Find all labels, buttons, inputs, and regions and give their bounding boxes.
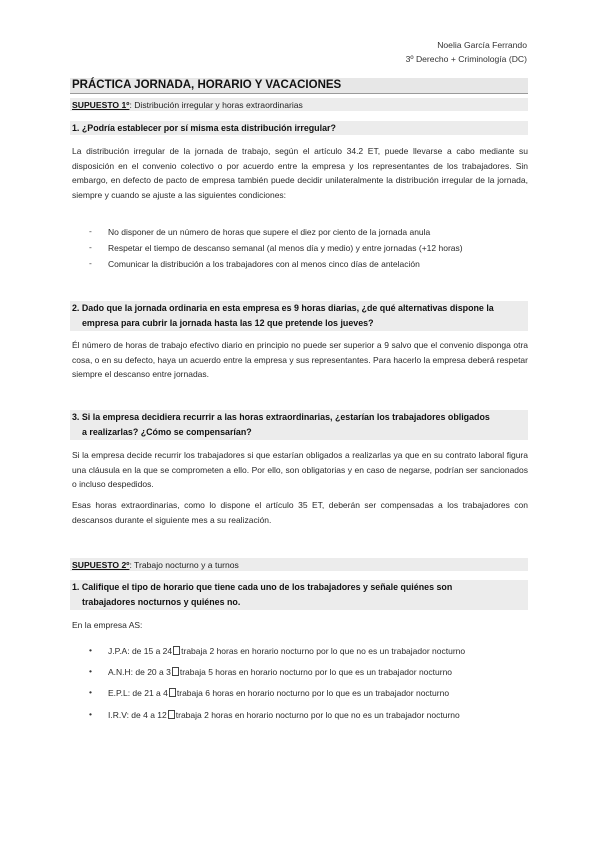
supuesto2-question-1 [72, 580, 528, 610]
supuesto2-label: SUPUESTO 2º [72, 560, 130, 570]
page-title: PRÁCTICA JORNADA, HORARIO Y VACACIONES [72, 79, 342, 91]
missing-glyph-icon [169, 688, 176, 697]
answer-3b: Esas horas extraordinarias, como lo dispone el artículo 35 ET, deberán ser compensadas a los trabajadores con descansos durante el siguiente mes a su realización. [72, 500, 528, 525]
worker-result: trabaja 2 horas en horario nocturno por lo que no es un trabajador nocturno [181, 646, 466, 656]
s2-question-1-line2: trabajadores nocturnos y quiénes no. [82, 597, 241, 607]
supuesto1-subtitle: : Distribución irregular y horas extraordinarias [129, 100, 303, 110]
dash-marker: - [89, 242, 92, 252]
answer-2: Él número de horas de trabajo efectivo diario en principio no puede ser superior a 9 salvo que el convenio disponga otra cosa, o en su defecto, haya un acuerdo entre la empresa y sus representantes. Para hacerlo la empresa deberá respetar siempre el descanso entre jornadas. [72, 340, 528, 380]
question-2-line2: empresa para cubrir la jornada hasta las 12 que pretende los jueves? [82, 318, 374, 328]
bullet-dot: • [89, 645, 92, 655]
question-1-text: ¿Podría establecer por sí misma esta distribución irregular? [81, 123, 336, 133]
question-2-line1: Dado que la jornada ordinaria en esta empresa es 9 horas diarias, ¿de qué alternativas dispone la [81, 303, 494, 313]
dash-marker: - [89, 258, 92, 268]
worker-result: trabaja 6 horas en horario nocturno por lo que es un trabajador nocturno [176, 688, 450, 698]
question-2 [72, 301, 528, 331]
bullet-item: No disponer de un número de horas que supere el diez por ciento de la jornada anula [108, 227, 431, 237]
worker-hours: E.P.L: de 21 a 4 [108, 688, 168, 698]
bullet-item: Comunicar la distribución a los trabajadores con al menos cinco días de antelación [108, 259, 420, 269]
worker-hours: J.P.A: de 15 a 24 [108, 646, 173, 656]
question-3 [72, 410, 528, 440]
bullet-dot: • [89, 687, 92, 697]
bullet-dot: • [89, 709, 92, 719]
question-1-number: 1. [72, 123, 80, 133]
dash-marker: - [89, 226, 92, 236]
worker-hours: A.N.H: de 20 a 3 [108, 667, 171, 677]
worker-item [108, 687, 449, 699]
worker-hours: I.R.V: de 4 a 12 [108, 710, 167, 720]
worker-item [108, 666, 452, 678]
supuesto2-subtitle: : Trabajo nocturno y a turnos [129, 560, 239, 570]
author-name: Noelia García Ferrando [437, 40, 527, 50]
question-1 [72, 121, 528, 136]
missing-glyph-icon [173, 646, 180, 655]
supuesto1-label: SUPUESTO 1º [72, 100, 130, 110]
question-3-number: 3. [72, 412, 80, 422]
course-label: 3º Derecho + Criminología (DC) [405, 54, 527, 64]
worker-item [108, 645, 465, 657]
worker-result: trabaja 2 horas en horario nocturno por lo que no es un trabajador nocturno [175, 710, 460, 720]
supuesto1-heading [72, 99, 303, 111]
title-bar [70, 78, 528, 94]
company-intro: En la empresa AS: [72, 620, 143, 630]
answer-3a: Si la empresa decide recurrir los trabajadores si que estarían obligados a realizarlas ya que en su contrato laboral figura una cláusula en la que se comprometen a ello. Por ello, son obligatorias y en caso de negarse, podrían ser sancionados o incluso despedidos. [72, 450, 528, 490]
bullet-dot: • [89, 666, 92, 676]
bullet-item: Respetar el tiempo de descanso semanal (al menos día y medio) y entre jornadas (+12 horas) [108, 243, 463, 253]
missing-glyph-icon [172, 667, 179, 676]
question-3-line1: Si la empresa decidiera recurrir a las horas extraordinarias, ¿estarían los trabajadores obligados [81, 412, 490, 422]
missing-glyph-icon [168, 710, 175, 719]
supuesto2-heading [72, 559, 239, 571]
worker-item [108, 709, 460, 721]
s2-question-1-number: 1. [72, 582, 80, 592]
worker-result: trabaja 5 horas en horario nocturno por lo que es un trabajador nocturno [179, 667, 453, 677]
question-3-line2: a realizarlas? ¿Cómo se compensarían? [82, 427, 252, 437]
s2-question-1-line1: Califique el tipo de horario que tiene cada uno de los trabajadores y señale quiénes son [81, 582, 453, 592]
answer-1: La distribución irregular de la jornada de trabajo, según el artículo 34.2 ET, puede llevarse a cabo mediante su disposición en el convenio colectivo o por acuerdo entre la empresa y los representantes de los trabajadores. Sin embargo, en defecto de pacto de empresa también puede decidir unilateralmente la distribución irregular de la jornada, siempre y cuando se ajuste a las siguientes condiciones: [72, 146, 528, 200]
question-2-number: 2. [72, 303, 80, 313]
